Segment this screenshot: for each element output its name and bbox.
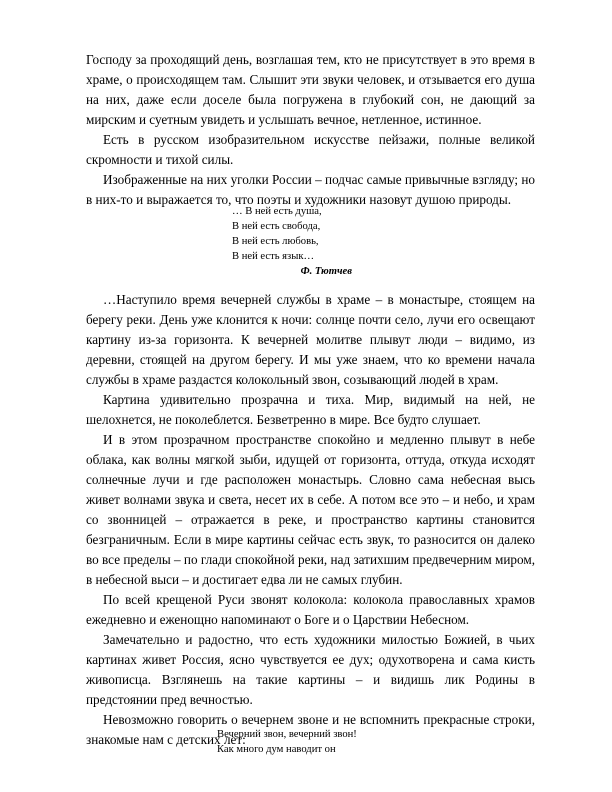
paragraph: И в этом прозрачном пространстве спокойно и медленно плывут в небе облака, как волны мягкой зыби, идущей от горизонта, оттуда, откуда исходят солнечные лучи и где расположен монастырь. Словно сама небесная высь живет волнами звука и света, несет их в себе. А потом все это – и небо, и храм со звонницей – отражается в реке, и пространство картины становится безграничным. Если в мире картины сейчас есть звук, то разносится он далеко во все пределы – по глади спокойной реки, над затихшим предвечерним миром, в небесной выси – и достигает едва ли не самых глубин. — [86, 432, 535, 587]
paragraph: Картина удивительно прозрачна и тиха. Мир, видимый на ней, не шелохнется, не поколеблется. Безветренно в мире. Все будто слушает. — [86, 392, 535, 427]
poem-line: В ней есть свобода, — [232, 221, 321, 232]
poem-line: Как много дум наводит он — [217, 744, 336, 755]
paragraph: Невозможно говорить о вечернем звоне и не вспомнить прекрасные строки, знакомые нам с детских лет: — [86, 712, 535, 747]
paragraph: Господу за проходящий день, возглашая тем, кто не присутствует в это время в храме, о происходящем там. Слышит эти звуки человек, и отзывается его душа на них, даже если доселе была погружена в глубокий сон, не дающий за мирским и суетным увидеть и услышать вечное, нетленное, истинное. — [86, 52, 535, 127]
poem-line: … В ней есть душа, — [232, 206, 322, 217]
paragraph: Есть в русском изобразительном искусстве пейзажи, полные великой скромности и тихой силы. — [86, 132, 535, 167]
poem-line: Вечерний звон, вечерний звон! — [217, 729, 357, 740]
text-block-intro — [86, 50, 535, 210]
poem-evening-bells — [217, 727, 417, 757]
poem-author: Ф. Тютчев — [300, 266, 352, 277]
poem-line: В ней есть язык… — [232, 251, 315, 262]
text-block-main — [86, 290, 535, 750]
poem-tyutchev — [232, 204, 352, 279]
paragraph: По всей крещеной Руси звонят колокола: колокола православных храмов ежедневно и еженощно напоминают о Боге и о Царствии Небесном. — [86, 592, 535, 627]
poem-line: В ней есть любовь, — [232, 236, 319, 247]
paragraph: …Наступило время вечерней службы в храме – в монастыре, стоящем на берегу реки. День уже клонится к ночи: солнце почти село, лучи его освещают картину из-за горизонта. К вечерней молитве плывут люди – видимо, из деревни, стоящей на другом берегу. И мы уже знаем, что ко времени начала службы в храме раздастся колокольный звон, созывающий людей в храм. — [86, 292, 535, 387]
paragraph: Изображенные на них уголки России – подчас самые привычные взгляду; но в них-то и выражается то, что поэты и художники назовут душою природы. — [86, 172, 535, 207]
paragraph: Замечательно и радостно, что есть художники милостью Божией, в чьих картинах живет Россия, ясно чувствуется ее дух; одухотворена и сама кисть живописца. Взглянешь на такие картины – и видишь лик Родины в предстоянии пред вечностью. — [86, 632, 535, 707]
